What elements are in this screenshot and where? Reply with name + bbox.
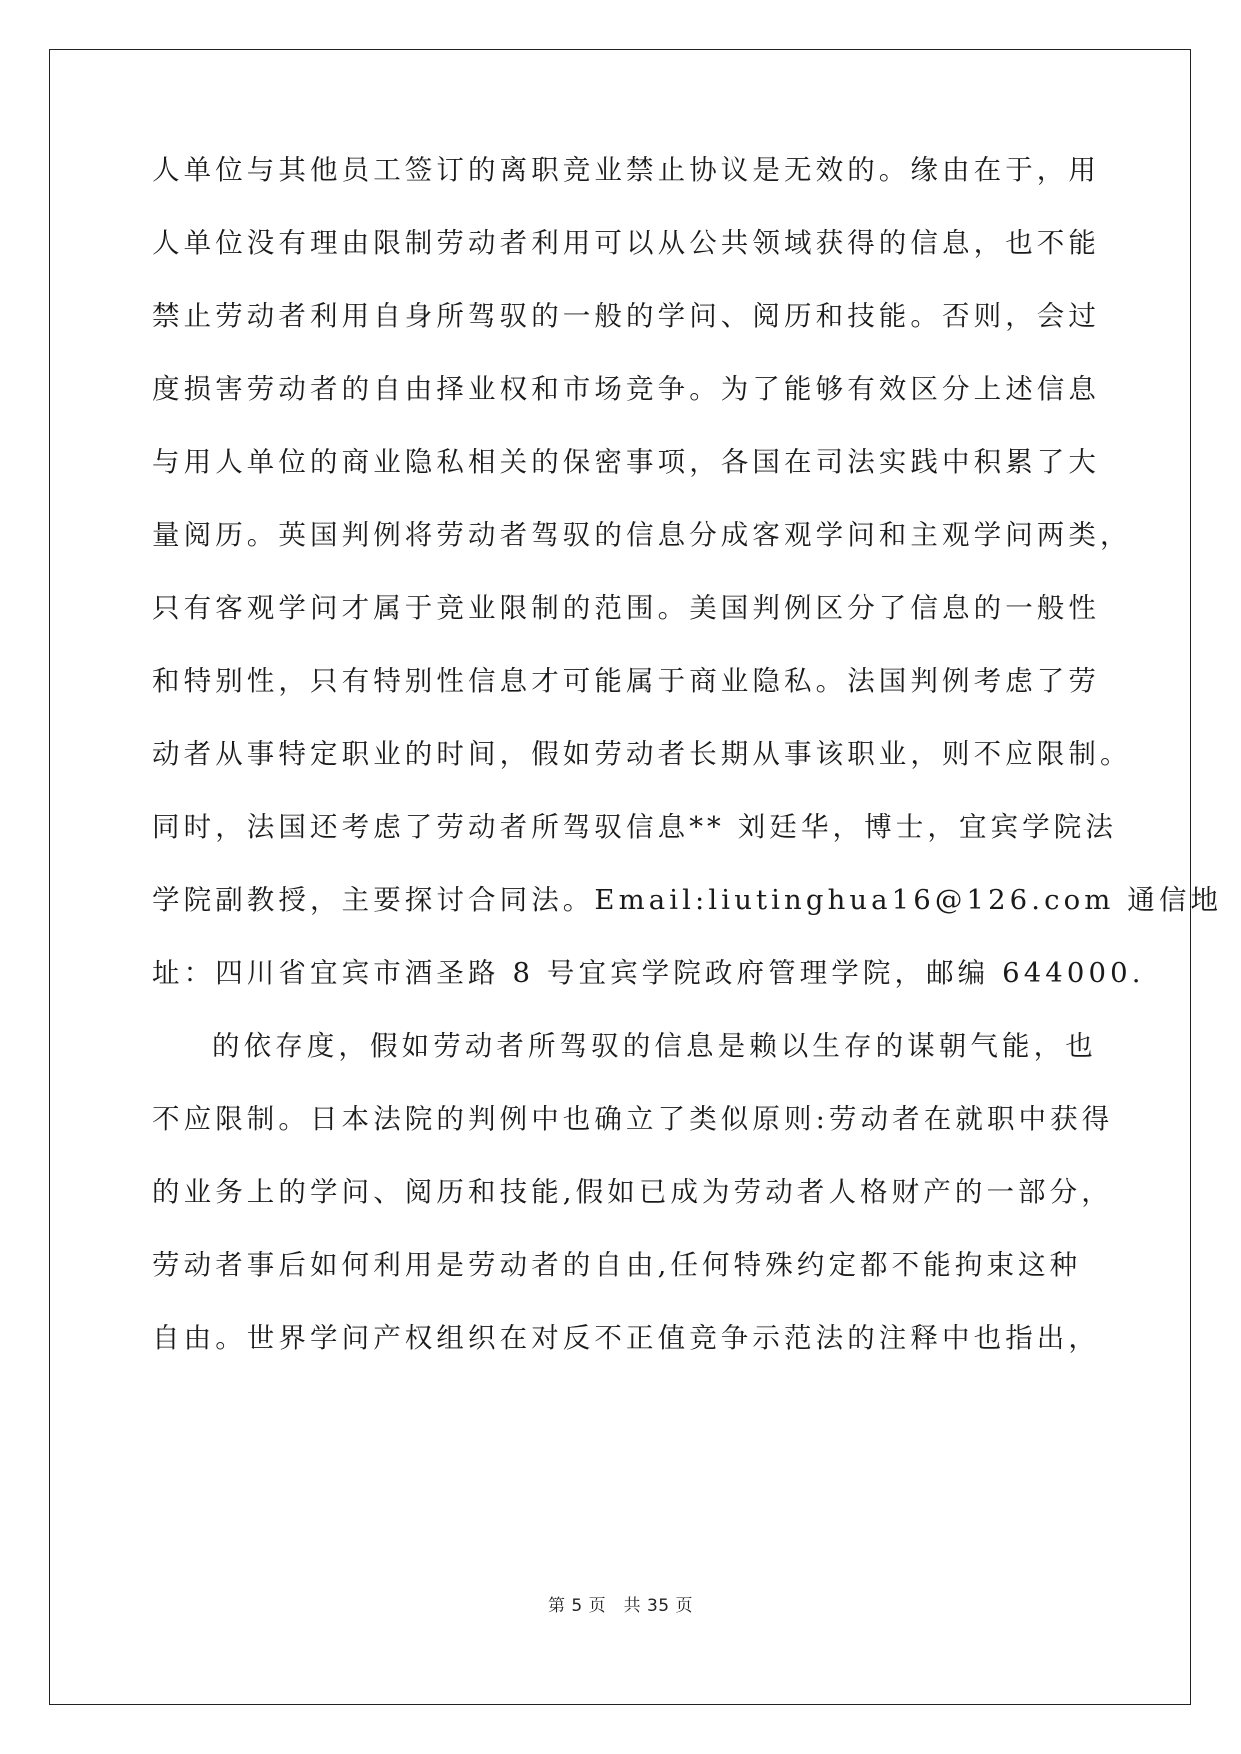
text-line: 同时，法国还考虑了劳动者所驾驭信息** 刘廷华，博士，宜宾学院法 bbox=[152, 811, 1117, 843]
text-line: 自由。世界学问产权组织在对反不正值竞争示范法的注释中也指出， bbox=[152, 1322, 1100, 1354]
text-line: 动者从事特定职业的时间，假如劳动者长期从事该职业，则不应限制。 bbox=[152, 738, 1132, 770]
text-line: 的依存度，假如劳动者所驾驭的信息是赖以生存的谋朝气能，也 bbox=[212, 1030, 1097, 1062]
text-line: 学院副教授，主要探讨合同法。Email:liutinghua16@126.com 通信地 bbox=[152, 884, 1223, 916]
text-line: 和特别性，只有特别性信息才可能属于商业隐私。法国判例考虑了劳 bbox=[152, 665, 1100, 697]
text-line: 度损害劳动者的自由择业权和市场竞争。为了能够有效区分上述信息 bbox=[152, 373, 1100, 405]
text-line: 只有客观学问才属于竞业限制的范围。美国判例区分了信息的一般性 bbox=[152, 592, 1100, 624]
text-line: 不应限制。日本法院的判例中也确立了类似原则:劳动者在就职中获得 bbox=[152, 1103, 1114, 1135]
page-number-footer: 第 5 页 共 35 页 bbox=[547, 1596, 694, 1616]
text-line: 的业务上的学问、阅历和技能,假如已成为劳动者人格财产的一部分， bbox=[152, 1176, 1113, 1208]
text-line: 人单位与其他员工签订的离职竞业禁止协议是无效的。缘由在于，用 bbox=[152, 154, 1100, 186]
text-line: 与用人单位的商业隐私相关的保密事项，各国在司法实践中积累了大 bbox=[152, 446, 1100, 478]
text-line: 人单位没有理由限制劳动者利用可以从公共领域获得的信息，也不能 bbox=[152, 227, 1100, 259]
text-line: 劳动者事后如何利用是劳动者的自由,任何特殊约定都不能拘束这种 bbox=[152, 1249, 1082, 1281]
text-line: 禁止劳动者利用自身所驾驭的一般的学问、阅历和技能。否则，会过 bbox=[152, 300, 1100, 332]
text-line: 量阅历。英国判例将劳动者驾驭的信息分成客观学问和主观学问两类， bbox=[152, 519, 1132, 551]
text-line: 址：四川省宜宾市酒圣路 8 号宜宾学院政府管理学院，邮编 644000. bbox=[152, 957, 1145, 989]
